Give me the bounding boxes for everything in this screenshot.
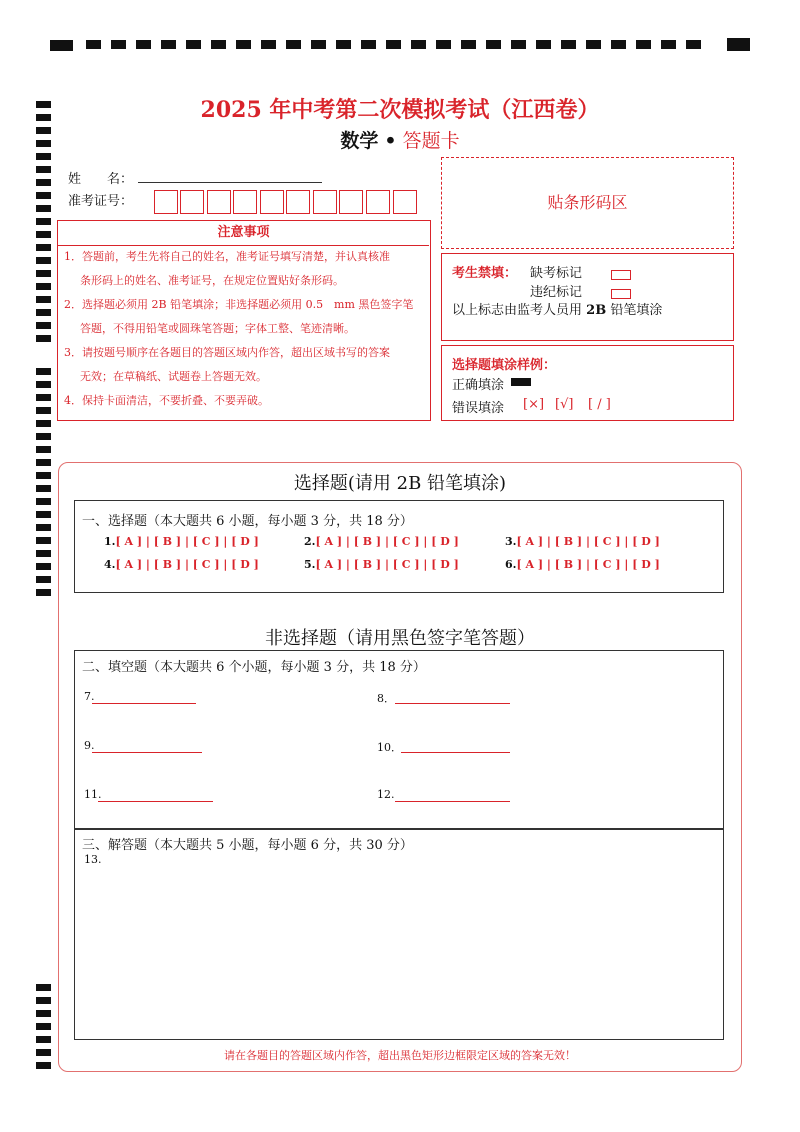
card-label: 答题卡	[402, 130, 460, 152]
exam-no-digit[interactable]	[286, 190, 310, 214]
fill-question-number: 7.	[84, 690, 95, 703]
exam-no-digit[interactable]	[393, 190, 417, 214]
notice-item: 2．选择题必须用 2B 铅笔填涂；非选择题必须用 0.5 mm 黑色签字笔	[64, 298, 414, 311]
answer-question-number: 13.	[84, 853, 102, 866]
notice-item: 条形码上的姓名、准考证号，在规定位置贴好条形码。	[80, 274, 344, 287]
page-subtitle	[0, 126, 800, 153]
notice-item: 1．答题前，考生先将自己的姓名，准考证号填写清楚，并认真核准	[64, 250, 390, 263]
forbidden-note	[452, 299, 662, 318]
answer-options[interactable]: [ A ] | [ B ] | [ C ] | [ D ]	[315, 535, 459, 548]
choice-section-title: 选择题(请用 2B 铅笔填涂)	[293, 473, 507, 494]
answer-heading: 三、解答题（本大题共 5 小题，每小题 6 分，共 30 分）	[82, 838, 413, 853]
fill-example-title: 选择题填涂样例：	[452, 358, 557, 373]
exam-no-digit[interactable]	[313, 190, 337, 214]
notice-item: 4．保持卡面清洁，不要折叠、不要弄破。	[64, 394, 269, 407]
absent-mark-label: 缺考标记	[530, 266, 583, 281]
answer-options[interactable]: [ A ] | [ B ] | [ C ] | [ D ]	[516, 535, 660, 548]
fill-answer-line-11[interactable]	[98, 801, 213, 802]
exam-no-digit[interactable]	[207, 190, 231, 214]
barcode-area	[441, 157, 734, 249]
fill-answer-line-12[interactable]	[395, 801, 510, 802]
choice-question-1[interactable]	[104, 535, 259, 548]
answer-options[interactable]: [ A ] | [ B ] | [ C ] | [ D ]	[315, 558, 459, 571]
fill-question-number: 11.	[84, 788, 102, 801]
notice-item: 无效；在草稿纸、试题卷上答题无效。	[80, 370, 267, 383]
fill-answer-line-8[interactable]	[395, 703, 510, 704]
notice-title: 注意事项	[58, 221, 429, 246]
fill-question-number: 8．	[377, 692, 395, 705]
fill-answer-line-9[interactable]	[92, 752, 202, 753]
name-field[interactable]	[138, 182, 322, 183]
correct-fill-mark	[511, 378, 531, 386]
wrong-mark-check: [√]	[555, 397, 574, 412]
fill-answer-line-7[interactable]	[92, 703, 196, 704]
wrong-mark-x: [×]	[523, 397, 545, 412]
notice-item: 3．请按题号顺序在各题目的答题区域内作答，超出区域书写的答案	[64, 346, 390, 359]
exam-no-digit[interactable]	[260, 190, 284, 214]
answer-options[interactable]: [ A ] | [ B ] | [ C ] | [ D ]	[115, 558, 259, 571]
name-label: 姓 名：	[68, 172, 134, 187]
choice-question-6[interactable]	[505, 558, 660, 571]
fill-question-number: 12.	[377, 788, 395, 801]
subject-label: 数学	[340, 130, 379, 152]
forbidden-note-prefix: 以上标志由监考人员用	[452, 303, 583, 318]
absent-mark-box[interactable]	[611, 264, 631, 283]
forbidden-note-suffix: 铅笔填涂	[610, 303, 663, 318]
choice-question-3[interactable]	[505, 535, 660, 548]
exam-no-digit[interactable]	[180, 190, 204, 214]
choice-question-4[interactable]	[104, 558, 259, 571]
fill-question-number: 10．	[377, 741, 402, 754]
question-number: 5.	[304, 558, 316, 571]
exam-no-label: 准考证号：	[68, 194, 134, 209]
forbidden-note-bold: 2B	[586, 303, 607, 318]
choice-heading: 一、选择题（本大题共 6 小题，每小题 3 分，共 18 分）	[82, 514, 413, 529]
fill-answer-line-10[interactable]	[401, 752, 510, 753]
question-number: 6.	[505, 558, 517, 571]
wrong-fill-label: 错误填涂	[452, 401, 505, 416]
exam-no-digit[interactable]	[366, 190, 390, 214]
barcode-label: 贴条形码区	[547, 193, 628, 212]
separator-dot: •	[384, 130, 397, 152]
page-title: 2025 年中考第二次模拟考试（江西卷）	[200, 97, 600, 123]
exam-no-digit[interactable]	[154, 190, 178, 214]
violation-mark-label: 违纪标记	[530, 285, 583, 300]
notice-item: 答题，不得用铅笔或圆珠笔答题；字体工整、笔迹清晰。	[80, 322, 355, 335]
nonchoice-section-title: 非选择题（请用黑色签字笔答题）	[265, 628, 535, 649]
fill-question-number: 9.	[84, 739, 95, 752]
question-number: 2.	[304, 535, 316, 548]
exam-no-digit[interactable]	[339, 190, 363, 214]
correct-fill-label: 正确填涂	[452, 378, 505, 393]
wrong-mark-slash: [ / ]	[588, 397, 611, 412]
answer-question-box[interactable]	[74, 829, 724, 1040]
forbidden-label: 考生禁填：	[452, 266, 518, 281]
question-number: 4.	[104, 558, 116, 571]
choice-question-2[interactable]	[304, 535, 459, 548]
fill-blank-heading: 二、填空题（本大题共 6 个小题，每小题 3 分，共 18 分）	[82, 660, 426, 675]
question-number: 3.	[505, 535, 517, 548]
footer-note: 请在各题目的答题区域内作答，超出黑色矩形边框限定区域的答案无效！	[224, 1049, 576, 1062]
exam-no-digit[interactable]	[233, 190, 257, 214]
answer-options[interactable]: [ A ] | [ B ] | [ C ] | [ D ]	[115, 535, 259, 548]
answer-options[interactable]: [ A ] | [ B ] | [ C ] | [ D ]	[516, 558, 660, 571]
question-number: 1.	[104, 535, 116, 548]
choice-question-5[interactable]	[304, 558, 459, 571]
